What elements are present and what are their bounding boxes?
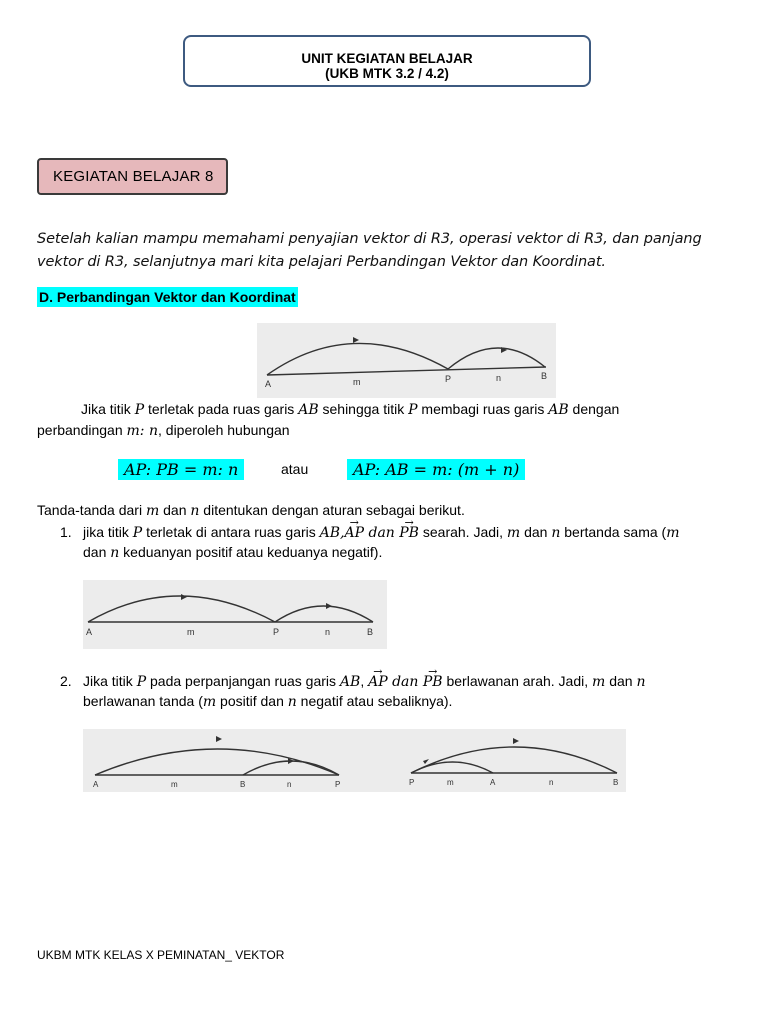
- fig2-label-m: m: [187, 627, 195, 637]
- fig1-label-n: n: [496, 373, 502, 383]
- figure-3-svg: [83, 729, 626, 792]
- fig1-label-b: B: [541, 371, 548, 381]
- fig2-label-a: A: [86, 627, 93, 637]
- fig3-right-label-p: P: [409, 778, 415, 787]
- formula-ap-pb: AP: PB = m: n: [118, 460, 244, 480]
- page-footer: UKBM MTK KELAS X PEMINATAN_ VEKTOR: [37, 948, 285, 962]
- fig3-left-label-n: n: [287, 780, 292, 789]
- fig3-right-label-b: B: [613, 778, 619, 787]
- intro-line-2: vektor di R3, selanjutnya mari kita pelajari Perbandingan Vektor dan Koordinat.: [37, 254, 606, 270]
- fig3-left-label-p: P: [335, 780, 341, 789]
- fig3-left-label-a: A: [93, 780, 99, 789]
- rule-item-1: 1. jika titik P terletak di antara ruas garis AB,→ AP dan → PB searah. Jadi, m dan n bertanda sama (m dan n keduanyan positif atau keduanya negatif).: [60, 523, 740, 563]
- fig3-right-label-a: A: [490, 778, 496, 787]
- unit-header-box: [183, 35, 591, 87]
- fig2-label-b: B: [367, 627, 374, 637]
- figure-1-svg: [257, 323, 556, 398]
- rule-item-2: 2. Jika titik P pada perpanjangan ruas garis AB, → AP dan → PB berlawanan arah. Jadi, m dan n berlawanan tanda (m positif dan n negatif atau sebaliknya).: [60, 672, 740, 712]
- unit-code: (UKB MTK 3.2 / 4.2): [325, 66, 449, 81]
- figure-same-direction: [83, 580, 387, 649]
- rules-intro: Tanda-tanda dari m dan n ditentukan dengan aturan sebagai berikut.: [37, 502, 465, 519]
- figure-segment-internal: [257, 323, 556, 398]
- intro-line-1: Setelah kalian mampu memahami penyajian vektor di R3, operasi vektor di R3, dan panjang: [37, 231, 702, 247]
- figure-opposite-direction: [83, 729, 626, 792]
- fig3-left-label-m: m: [171, 780, 178, 789]
- fig2-label-n: n: [325, 627, 331, 637]
- fig1-label-p: P: [445, 374, 452, 384]
- fig3-right-label-m: m: [447, 778, 454, 787]
- fig3-left-label-b: B: [240, 780, 246, 789]
- fig2-label-p: P: [273, 627, 280, 637]
- fig1-label-a: A: [265, 379, 272, 389]
- intro-paragraph: [37, 228, 737, 274]
- formula-or: atau: [281, 461, 309, 477]
- formula-ap-ab: AP: AB = m: (m + n): [347, 460, 525, 480]
- section-title: D. Perbandingan Vektor dan Koordinat: [39, 289, 296, 305]
- fig1-label-m: m: [353, 377, 361, 387]
- unit-title: UNIT KEGIATAN BELAJAR: [301, 51, 473, 66]
- activity-badge: KEGIATAN BELAJAR 8: [37, 158, 228, 195]
- figure-2-svg: [83, 580, 387, 649]
- fig3-right-label-n: n: [549, 778, 554, 787]
- paragraph-ratio: Jika titik P terletak pada ruas garis AB sehingga titik P membagi ruas garis AB dengan perbandingan m: n, diperoleh hubungan: [37, 401, 620, 439]
